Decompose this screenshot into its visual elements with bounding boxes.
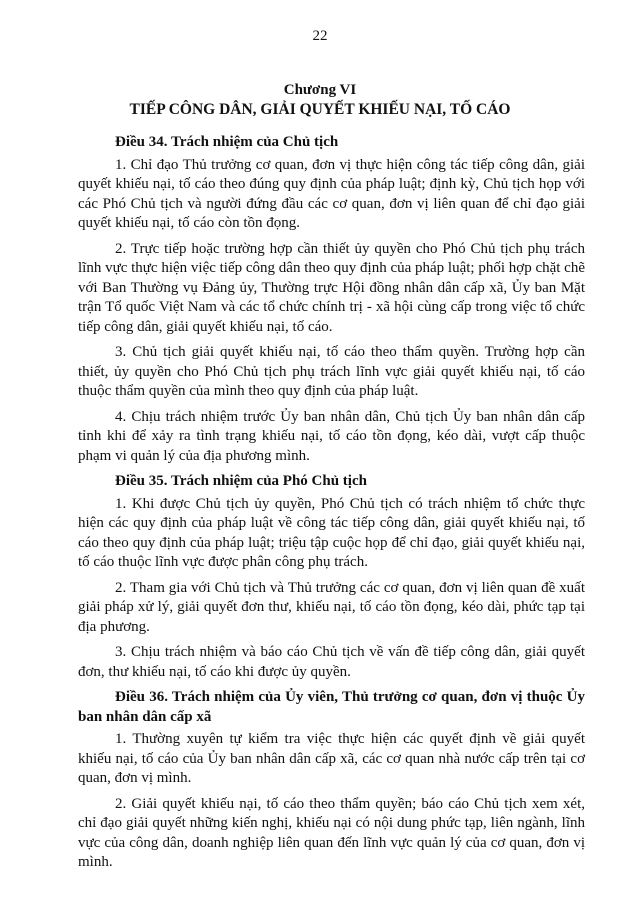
document-body xyxy=(78,133,585,879)
article-35-paragraph-1: 1. Khi được Chủ tịch ủy quyền, Phó Chủ tịch có trách nhiệm tổ chức thực hiện các quy định của pháp luật về công tác tiếp công dân, giải quyết khiếu nại, tố cáo theo quy định của pháp luật; triệu tập cuộc họp để chỉ đạo, giải quyết khiếu nại, tố cáo thuộc lĩnh vực được phân công phụ trách. xyxy=(78,495,585,570)
chapter-title: TIẾP CÔNG DÂN, GIẢI QUYẾT KHIẾU NẠI, TỐ CÁO xyxy=(129,101,511,118)
article-heading-35: Điều 35. Trách nhiệm của Phó Chủ tịch xyxy=(115,473,367,489)
article-36-paragraph-2: 2. Giải quyết khiếu nại, tố cáo theo thẩm quyền; báo cáo Chủ tịch xem xét, chỉ đạo giải quyết những kiến nghị, khiếu nại có nội dung phức tạp, liên ngành, lĩnh vực của công dân, doanh nghiệp liên quan đến lĩnh vực quản lý của cơ quan, đơn vị mình. xyxy=(78,795,585,870)
article-36-paragraph-1: 1. Thường xuyên tự kiểm tra việc thực hiện các quyết định về giải quyết khiếu nại, tố cáo của Ủy ban nhân dân cấp xã, các cơ quan nhà nước cấp trên tại cơ quan, đơn vị mình. xyxy=(78,731,585,786)
article-35-paragraph-3: 3. Chịu trách nhiệm và báo cáo Chủ tịch về vấn đề tiếp công dân, giải quyết đơn, thư khiếu nại, tố cáo khi được ủy quyền. xyxy=(78,644,585,680)
article-heading-36: Điều 36. Trách nhiệm của Ủy viên, Thủ trưởng cơ quan, đơn vị thuộc Ủy ban nhân dân cấp xã xyxy=(78,689,585,725)
chapter-label: Chương VI xyxy=(283,82,357,98)
article-34-paragraph-3: 3. Chủ tịch giải quyết khiếu nại, tố cáo theo thẩm quyền. Trường hợp cần thiết, ủy quyền cho Phó Chủ tịch phụ trách lĩnh vực giải quyết khiếu nại, tố cáo thuộc thẩm quyền của mình theo quy định của pháp luật. xyxy=(78,344,585,399)
article-34-paragraph-1: 1. Chỉ đạo Thủ trưởng cơ quan, đơn vị thực hiện công tác tiếp công dân, giải quyết khiếu nại, tố cáo theo đúng quy định của pháp luật; định kỳ, Chủ tịch họp với các Phó Chủ tịch và người đứng đầu các cơ quan, đơn vị liên quan để chỉ đạo giải quyết khiếu nại, tố cáo còn tồn đọng. xyxy=(78,156,585,231)
page-number: 22 xyxy=(312,28,328,44)
article-34-paragraph-2: 2. Trực tiếp hoặc trường hợp cần thiết ủy quyền cho Phó Chủ tịch phụ trách lĩnh vực thực hiện việc tiếp công dân theo quy định của pháp luật; phối hợp chặt chẽ với Ban Thường vụ Đảng ủy, Thường trực Hội đồng nhân dân cấp xã, Ủy ban Mặt trận Tổ quốc Việt Nam và các tổ chức chính trị - xã hội cùng cấp trong việc tổ chức tiếp công dân, giải quyết khiếu nại, tố cáo. xyxy=(78,240,585,335)
article-34-paragraph-4: 4. Chịu trách nhiệm trước Ủy ban nhân dân, Chủ tịch Ủy ban nhân dân cấp tỉnh khi để xảy ra tình trạng khiếu nại, tố cáo tồn đọng, kéo dài, vượt cấp thuộc phạm vi quản lý của địa phương mình. xyxy=(78,408,585,464)
article-heading-34: Điều 34. Trách nhiệm của Chủ tịch xyxy=(115,134,339,150)
article-35-paragraph-2: 2. Tham gia với Chủ tịch và Thủ trưởng các cơ quan, đơn vị liên quan đề xuất giải pháp xử lý, giải quyết đơn thư, khiếu nại, tố cáo tồn đọng, kéo dài, phức tạp tại địa phương. xyxy=(78,579,585,635)
